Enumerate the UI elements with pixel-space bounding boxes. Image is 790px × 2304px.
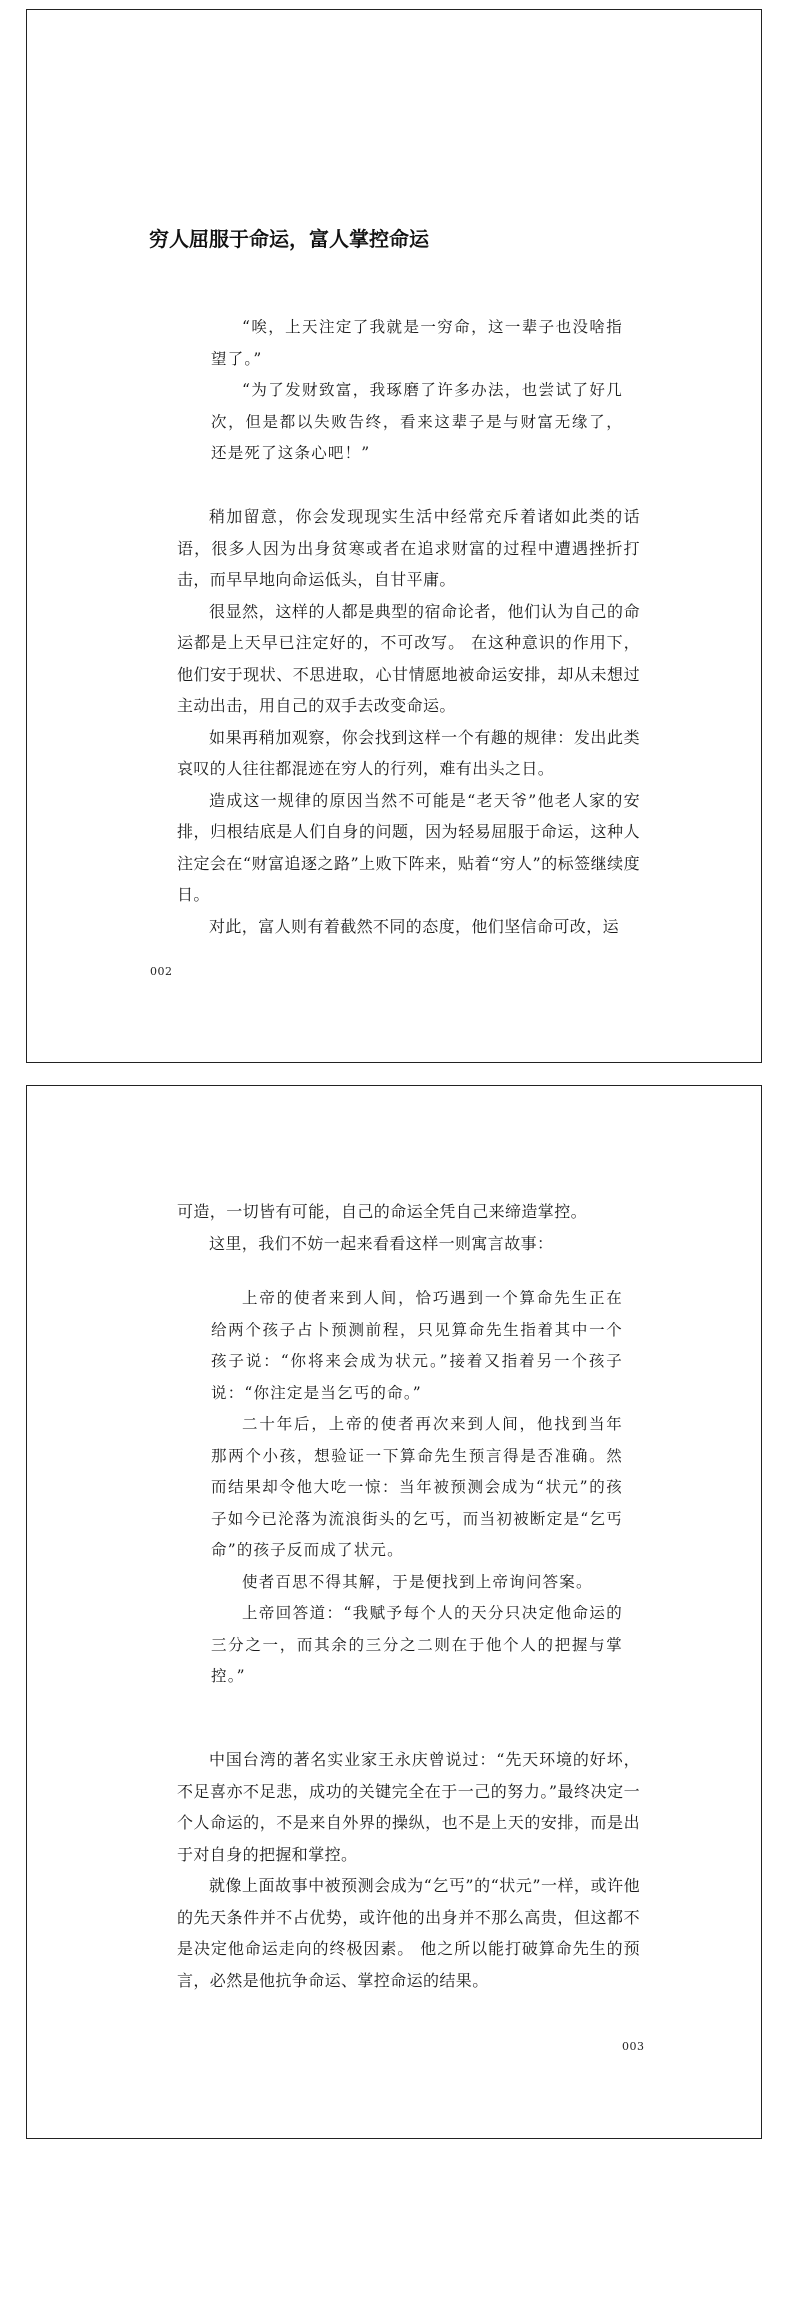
quote-block bbox=[211, 312, 623, 470]
intro-text bbox=[177, 1196, 640, 1259]
body-paragraph: 对此，富人则有着截然不同的态度，他们坚信命可改，运 bbox=[209, 916, 620, 936]
story-paragraph: 二十年后，上帝的使者再次来到人间，他找到当年那两个小孩，想验证一下算命先生预言得是否准确。然而结果却令他大吃一惊：当年被预测会成为“状元”的孩子如今已沦落为流浪街头的乞丐，而当初被断定是“乞丐命”的孩子反而成了状元。 bbox=[211, 1415, 623, 1559]
story-paragraph: 使者百思不得其解，于是便找到上帝询问答案。 bbox=[242, 1572, 593, 1591]
story-paragraph: 上帝回答道：“我赋予每个人的天分只决定他命运的三分之一，而其余的三分之二则在于他个人的把握与掌控。” bbox=[211, 1604, 623, 1685]
body-paragraph: 稍加留意，你会发现现实生活中经常充斥着诸如此类的话语，很多人因为出身贫寒或者在追求财富的过程中遭遇挫折打击，而早早地向命运低头，自甘平庸。 bbox=[177, 507, 640, 589]
body-paragraph: 如果再稍加观察，你会找到这样一个有趣的规律：发出此类哀叹的人往往都混迹在穷人的行列，难有出头之日。 bbox=[177, 727, 640, 778]
body-paragraph: 很显然，这样的人都是典型的宿命论者，他们认为自己的命运都是上天早已注定好的，不可改写。 在这种意识的作用下，他们安于现状、不思进取，心甘情愿地被命运安排，却从未想过主动出击，用自己的双手去改变命运。 bbox=[177, 601, 640, 715]
story-block bbox=[211, 1283, 623, 1693]
chapter-title: 穷人屈服于命运，富人掌控命运 bbox=[149, 227, 429, 251]
body-paragraph: 可造，一切皆有可能，自己的命运全凭自己来缔造掌控。 bbox=[177, 1202, 588, 1221]
body-paragraph: 就像上面故事中被预测会成为“乞丐”的“状元”一样，或许他的先天条件并不占优势，或许他的出身并不那么高贵，但这都不是决定他命运走向的终极因素。 他之所以能打破算命先生的预言，必然是他抗争命运、掌控命运的结果。 bbox=[177, 1876, 640, 1990]
body-text bbox=[177, 1744, 640, 1996]
book-page-right bbox=[26, 1085, 762, 2139]
quote-paragraph: “为了发财致富，我琢磨了许多办法，也尝试了好几次，但是都以失败告终，看来这辈子是与财富无缘了，还是死了这条心吧！” bbox=[211, 381, 623, 462]
body-paragraph: 中国台湾的著名实业家王永庆曾说过：“先天环境的好坏，不足喜亦不足悲，成功的关键完全在于一己的努力。”最终决定一个人命运的，不是来自外界的操纵，也不是上天的安排，而是出于对自身的把握和掌控。 bbox=[177, 1750, 640, 1864]
page-number: 002 bbox=[150, 965, 173, 978]
story-paragraph: 上帝的使者来到人间，恰巧遇到一个算命先生正在给两个孩子占卜预测前程，只见算命先生指着其中一个孩子说：“你将来会成为状元。”接着又指着另一个孩子说：“你注定是当乞丐的命。” bbox=[211, 1289, 623, 1402]
body-text bbox=[177, 501, 640, 942]
body-paragraph: 造成这一规律的原因当然不可能是“老天爷”他老人家的安排，归根结底是人们自身的问题，因为轻易屈服于命运，这种人注定会在“财富追逐之路”上败下阵来，贴着“穷人”的标签继续度日。 bbox=[177, 790, 640, 904]
body-paragraph: 这里，我们不妨一起来看看这样一则寓言故事： bbox=[209, 1233, 554, 1253]
page-number: 003 bbox=[622, 2040, 645, 2053]
quote-paragraph: “唉，上天注定了我就是一穷命，这一辈子也没啥指望了。” bbox=[211, 318, 623, 368]
book-page-left bbox=[26, 9, 762, 1063]
